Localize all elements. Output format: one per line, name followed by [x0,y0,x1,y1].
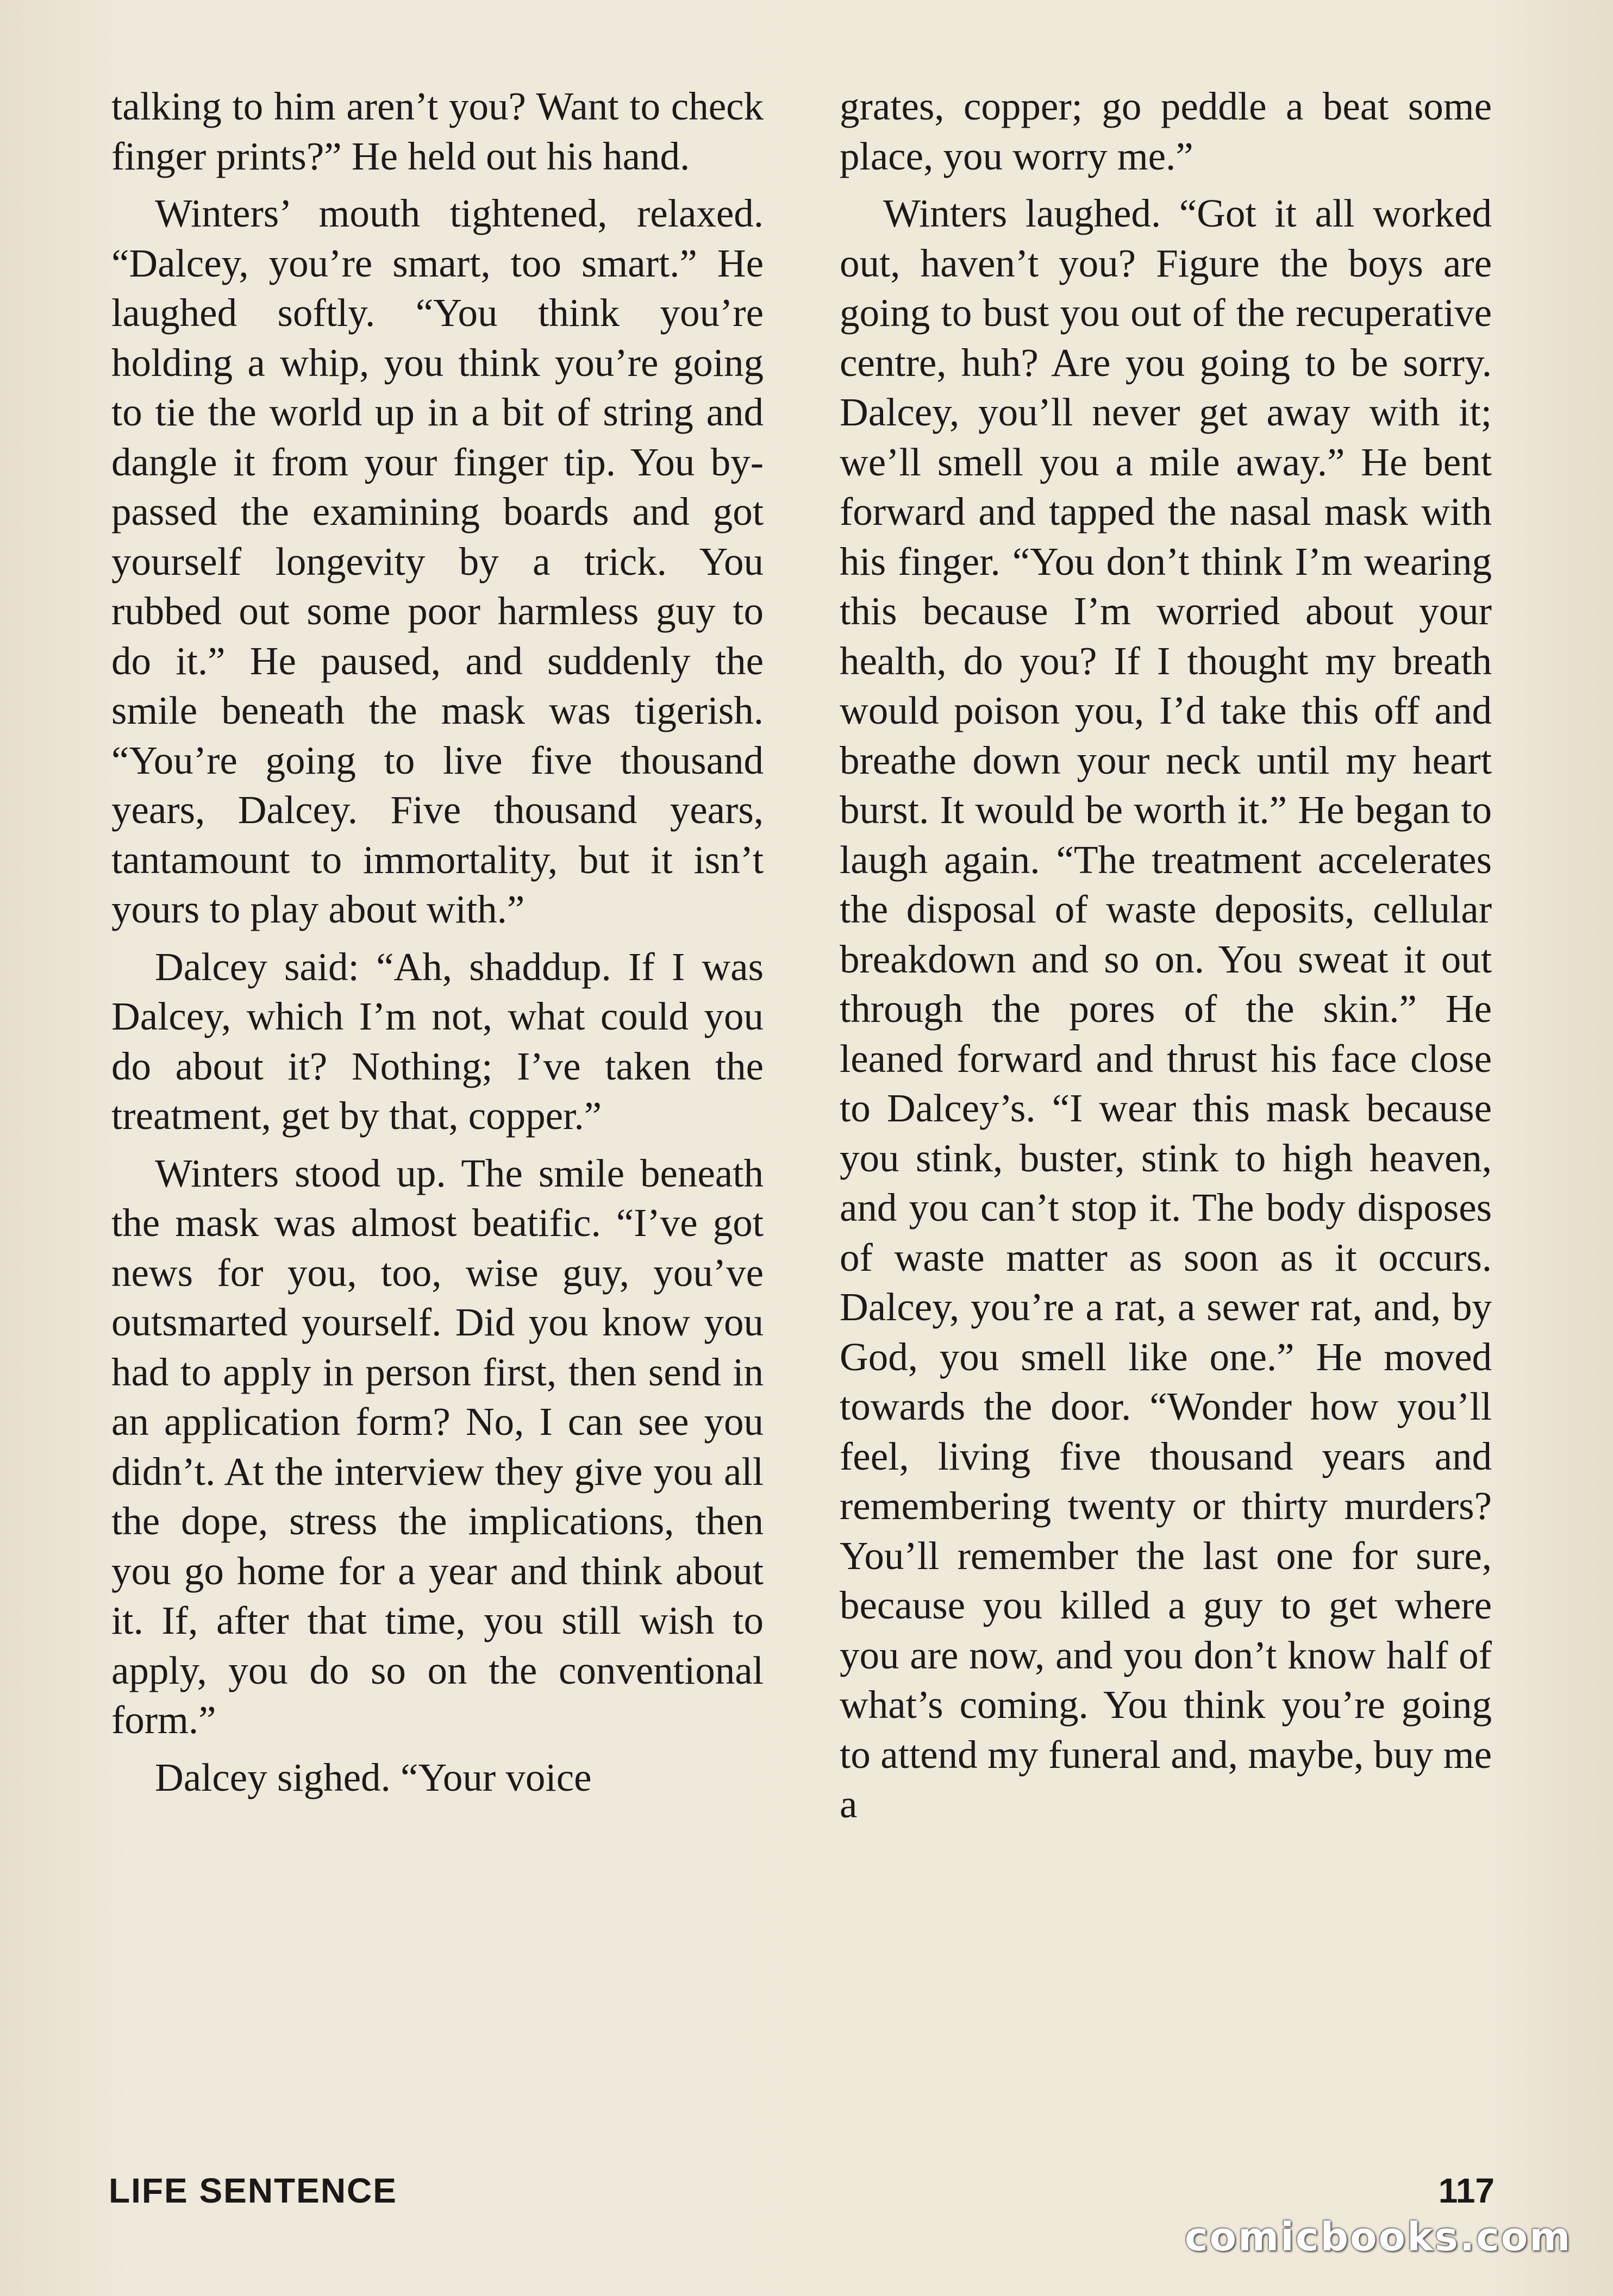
paragraph: Winters’ mouth tightened, relaxed. “Dalcey, you’re smart, too smart.” He laughed softly. “You think you’re holding a whip, you think you’re going to tie the world up in a bit of string and dangle it from your finger tip. You by-passed the examining boards and got yourself longevity by a trick. You rubbed out some poor harmless guy to do it.” He paused, and suddenly the smile beneath the mask was tigerish. “You’re going to live five thousand years, Dalcey. Five thousand years, tantamount to immortality, but it isn’t yours to play about with.” [111,191,764,931]
paragraph: Dalcey sighed. “Your voice [155,1755,592,1799]
paragraph: talking to him aren’t you? Want to check finger prints?” He held out his hand. [111,84,764,178]
page-number: 117 [1438,2171,1495,2210]
text-column-right [840,81,1492,1837]
paragraph: Dalcey said: “Ah, shaddup. If I was Dalcey, which I’m not, what could you do about it? Nothing; I’ve taken the treatment, get by that, copper.” [111,944,764,1138]
paragraph: Winters laughed. “Got it all worked out, haven’t you? Figure the boys are going to bust you out of the recuperative centre, huh? Are you going to be sorry. Dalcey, you’ll never get away with it; we’ll smell you a mile away.” He bent forward and tapped the nasal mask with his finger. “You don’t think I’m wearing this because I’m worried about your health, do you? If I thought my breath would poison you, I’d take this off and breathe down your neck until my heart burst. It would be worth it.” He began to laugh again. “The treatment accelerates the disposal of waste deposits, cellular breakdown and so on. You sweat it out through the pores of the skin.” He leaned forward and thrust his face close to Dalcey’s. “I wear this mask because you stink, buster, stink to high heaven, and you can’t stop it. The body disposes of waste matter as soon as it occurs. Dalcey, you’re a rat, a sewer rat, and, by God, you smell like one.” He moved towards the door. “Wonder how you’ll feel, living five thousand years and remembering twenty or thirty murders? You’ll remember the last one for sure, because you killed a guy to get where you are now, and you don’t know half of what’s coming. You think you’re going to attend my funeral and, maybe, buy me a [840,191,1492,1826]
text-column-left [111,81,764,1810]
paragraph: Winters stood up. The smile beneath the mask was almost beatific. “I’ve got news for you, too, wise guy, you’ve outsmarted yourself. Did you know you had to apply in person first, then send in an application form? No, I can see you didn’t. At the interview they give you all the dope, stress the implications, then you go home for a year and think about it. If, after that time, you still wish to apply, you do so on the conventional form.” [111,1151,764,1742]
watermark: comicbooks.com [1185,2214,1572,2260]
running-footer-title: LIFE SENTENCE [109,2171,397,2210]
paragraph: grates, copper; go peddle a beat some place, you worry me.” [840,84,1492,178]
